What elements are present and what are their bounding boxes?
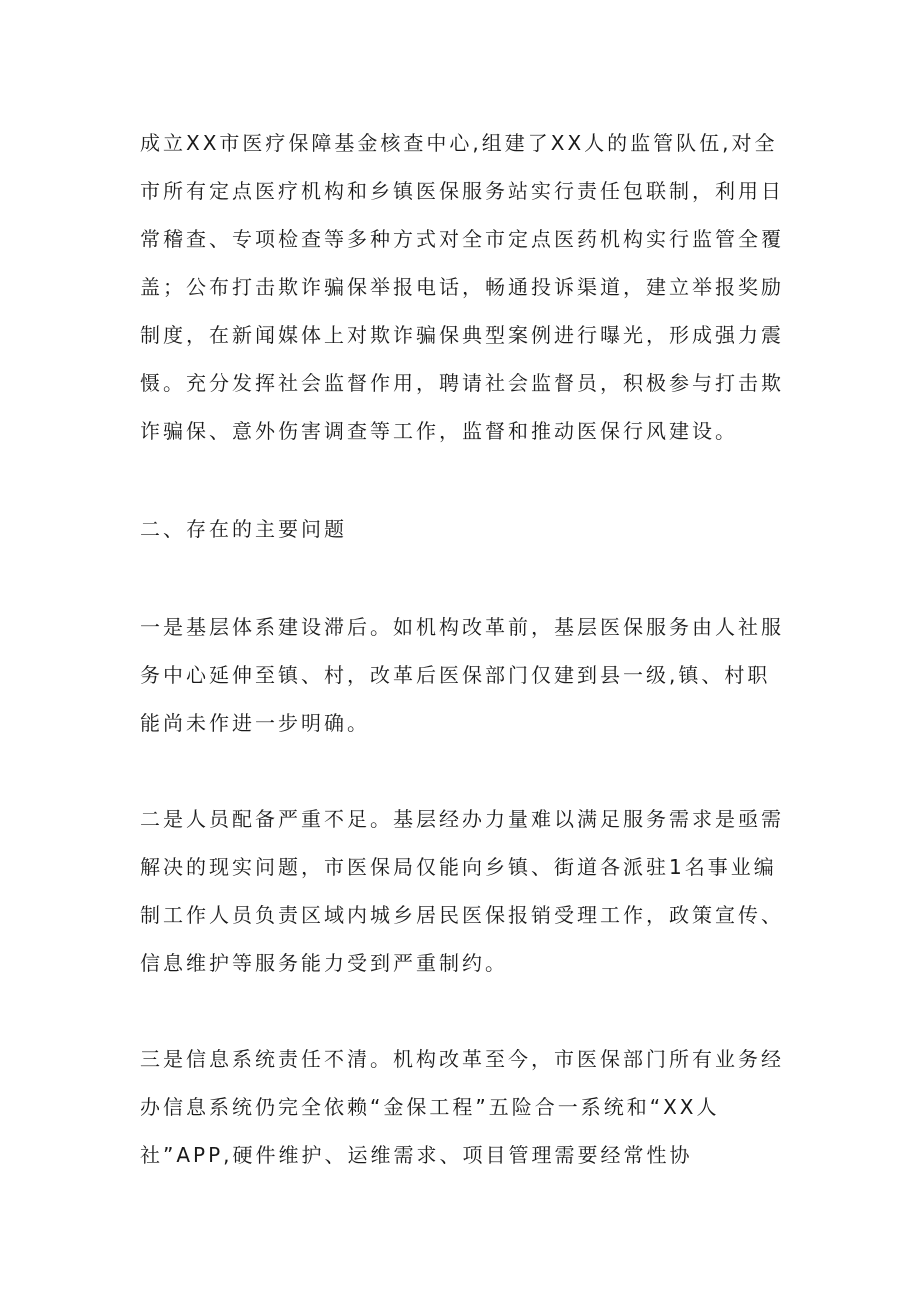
paragraph-supervision [140,119,800,455]
text-line: 成立XX市医疗保障基金核查中心,组建了XX人的监管队伍,对全 [140,131,778,155]
paragraph-issue-1 [140,603,800,747]
text-line: 市所有定点医疗机构和乡镇医保服务站实行责任包联制，利用日 [140,179,784,203]
text-line: 常稽查、专项检查等多种方式对全市定点医药机构实行监管全覆 [140,227,784,251]
text-line: 一是基层体系建设滞后。如机构改革前，基层医保服务由人社服 [140,615,784,639]
paragraph-issue-2 [140,795,800,987]
paragraph-issue-3 [140,1035,800,1179]
text-line: 解决的现实问题，市医保局仅能向乡镇、街道各派驻1名事业编 [140,855,777,879]
text-line: 办信息系统仍完全依赖“金保工程”五险合一系统和“XX人 [140,1095,720,1119]
section-heading: 二、存在的主要问题 [140,517,347,541]
text-line: 盖；公布打击欺诈骗保举报电话，畅通投诉渠道，建立举报奖励 [140,275,784,299]
text-line: 慑。充分发挥社会监督作用，聘请社会监督员，积极参与打击欺 [140,371,784,395]
text-line: 制工作人员负责区域内城乡居民医保报销受理工作，政策宣传、 [140,903,784,927]
text-line: 二是人员配备严重不足。基层经办力量难以满足服务需求是亟需 [140,807,784,831]
text-line: 三是信息系统责任不清。机构改革至今，市医保部门所有业务经 [140,1047,784,1071]
text-line: 社”APP,硬件维护、运维需求、项目管理需要经常性协 [140,1143,693,1167]
text-line: 诈骗保、意外伤害调查等工作，监督和推动医保行风建设。 [140,419,738,443]
text-line: 能尚未作进一步明确。 [140,711,370,735]
text-line: 务中心延伸至镇、村，改革后医保部门仅建到县一级,镇、村职 [140,663,771,687]
text-line: 制度，在新闻媒体上对欺诈骗保典型案例进行曝光，形成强力震 [140,323,784,347]
text-line: 信息维护等服务能力受到严重制约。 [140,951,508,975]
